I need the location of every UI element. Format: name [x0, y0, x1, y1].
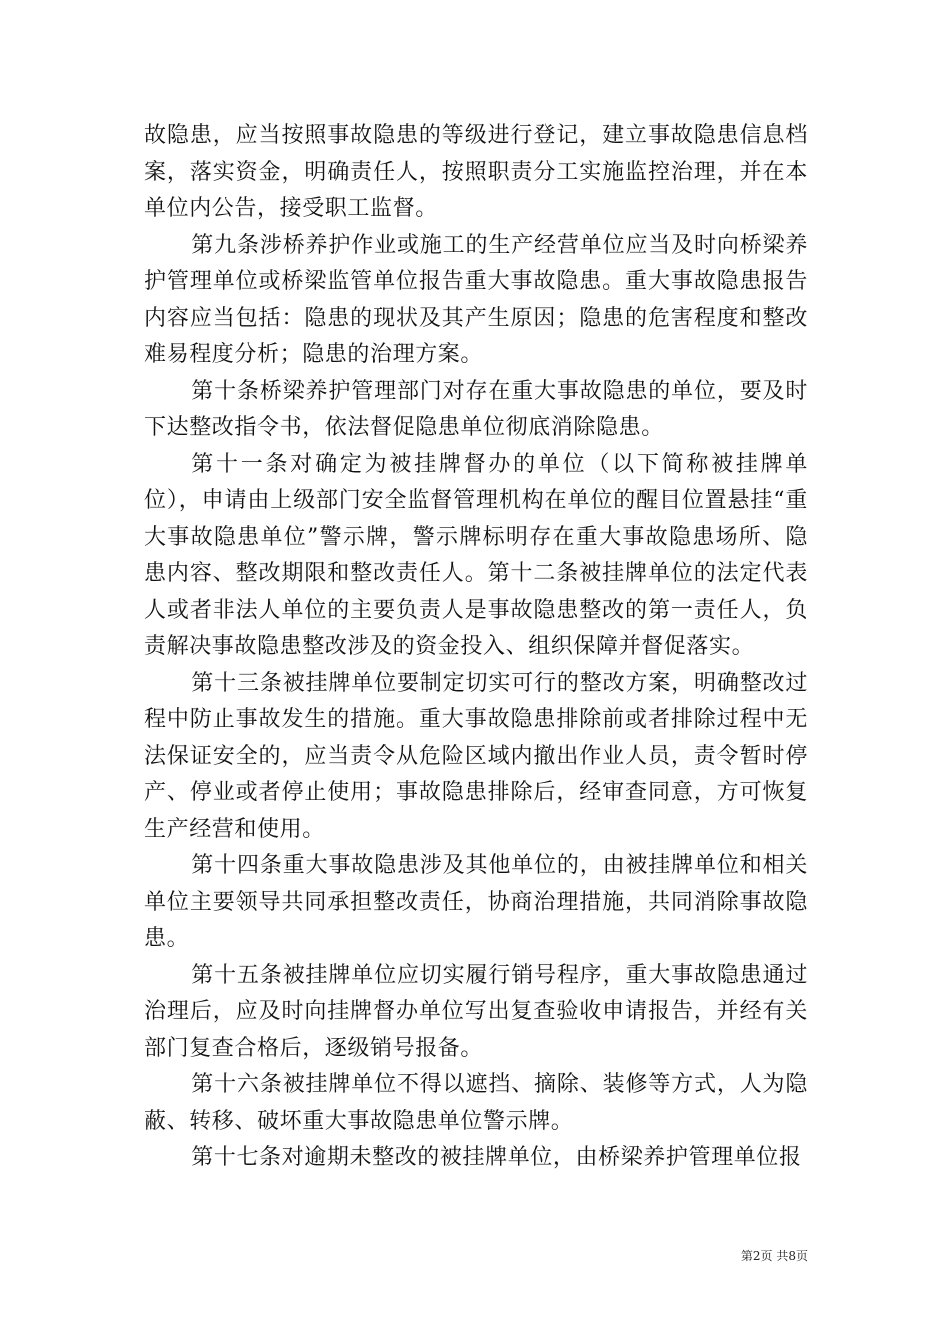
- paragraph-article-11-12: 第十一条对确定为被挂牌督办的单位（以下简称被挂牌单位），申请由上级部门安全监督管理机构在单位的醒目位置悬挂“重大事故隐患单位”警示牌，警示牌标明存在重大事故隐患场所、隐患内容、整改期限和整改责任人。第十二条被挂牌单位的法定代表人或者非法人单位的主要负责人是事故隐患整改的第一责任人，负责解决事故隐患整改涉及的资金投入、组织保障并督促落实。: [144, 451, 808, 659]
- paragraph-article-10: 第十条桥梁养护管理部门对存在重大事故隐患的单位，要及时下达整改指令书，依法督促隐患单位彻底消除隐患。: [144, 378, 808, 440]
- footer-total-pages: 8: [788, 1249, 796, 1263]
- paragraph-article-16: 第十六条被挂牌单位不得以遮挡、摘除、装修等方式，人为隐蔽、转移、破坏重大事故隐患单位警示牌。: [144, 1072, 808, 1134]
- page-footer: [0, 1248, 808, 1264]
- body-text: [144, 118, 808, 1177]
- paragraph-article-9: 第九条涉桥养护作业或施工的生产经营单位应当及时向桥梁养护管理单位或桥梁监管单位报告重大事故隐患。重大事故隐患报告内容应当包括：隐患的现状及其产生原因；隐患的危害程度和整改难易程度分析；隐患的治理方案。: [144, 232, 808, 367]
- paragraph-article-17: 第十七条对逾期未整改的被挂牌单位，由桥梁养护管理单位报: [191, 1145, 802, 1170]
- footer-current-page: 2: [752, 1249, 761, 1263]
- paragraph-article-15: 第十五条被挂牌单位应切实履行销号程序，重大事故隐患通过治理后，应及时向挂牌督办单位写出复查验收申请报告，并经有关部门复查合格后，逐级销号报备。: [144, 962, 808, 1061]
- paragraph-article-14: 第十四条重大事故隐患涉及其他单位的，由被挂牌单位和相关单位主要领导共同承担整改责任，协商治理措施，共同消除事故隐患。: [144, 853, 808, 951]
- paragraph-article-13: 第十三条被挂牌单位要制定切实可行的整改方案，明确整改过程中防止事故发生的措施。重大事故隐患排除前或者排除过程中无法保证安全的，应当责令从危险区域内撤出作业人员，责令暂时停产、停业或者停止使用；事故隐患排除后，经审查同意，方可恢复生产经营和使用。: [144, 670, 808, 842]
- footer-prefix: 第: [740, 1249, 753, 1263]
- footer-suffix: 页: [795, 1249, 808, 1263]
- paragraph-continuation: 故隐患，应当按照事故隐患的等级进行登记，建立事故隐患信息档案，落实资金，明确责任人，按照职责分工实施监控治理，并在本单位内公告，接受职工监督。: [144, 123, 808, 221]
- footer-middle: 页 共: [760, 1249, 789, 1263]
